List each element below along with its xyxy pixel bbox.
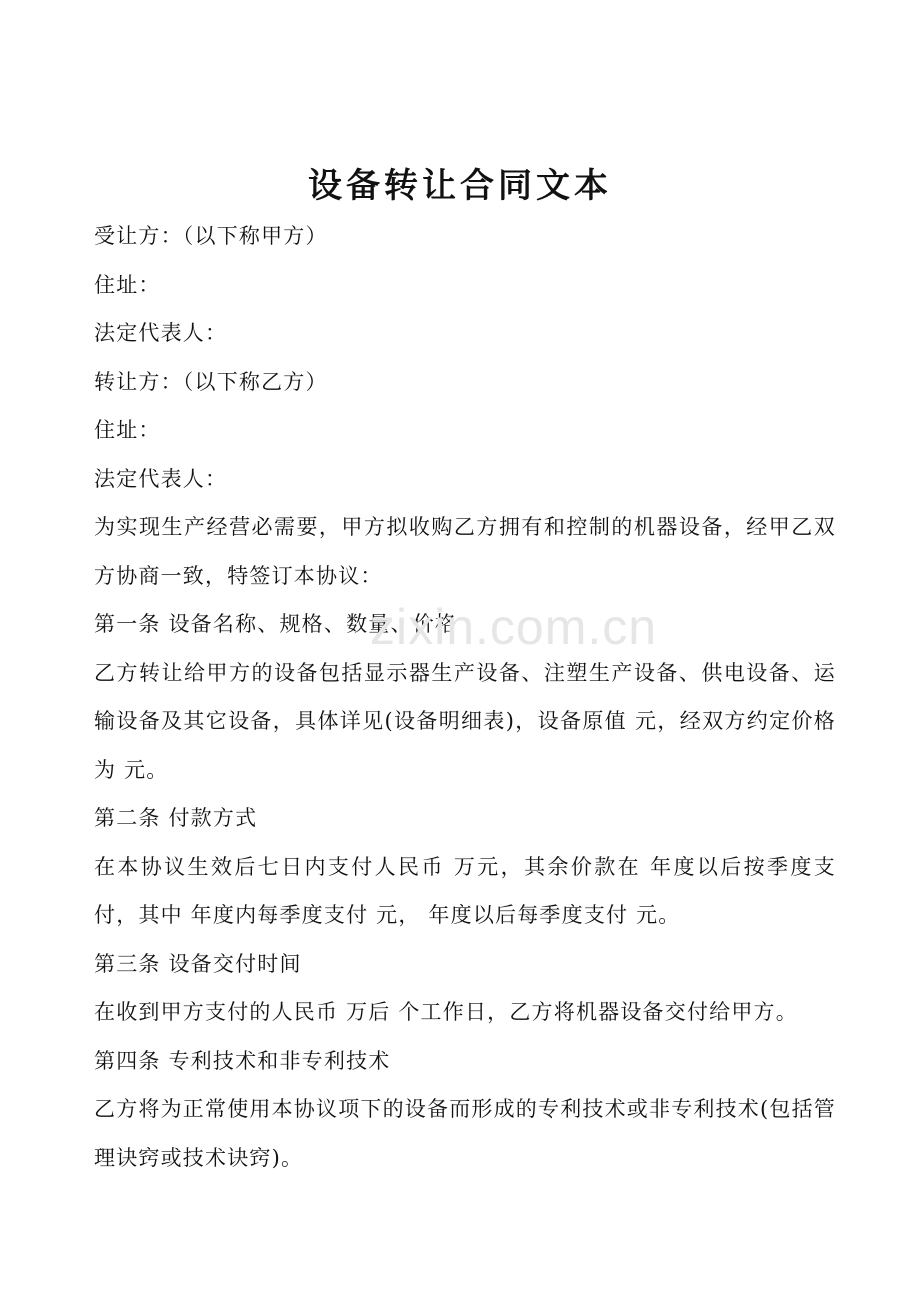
article-1-heading: 第一条 设备名称、规格、数量、价格: [94, 612, 458, 636]
transferor-address-line: 住址：: [94, 418, 161, 442]
transferor-line: 转让方：（以下称乙方）: [94, 369, 328, 394]
document-title: 设备转让合同文本: [308, 166, 612, 206]
document-body: [94, 212, 836, 1182]
article-2-body: 在本协议生效后七日内支付人民币 万元，其余价款在 年度以后按季度支付，其中 年度内每季度支付 元， 年度以后每季度支付 元。: [94, 854, 836, 927]
watermark: zixin.com.cn: [370, 599, 658, 655]
transferee-representative-line: 法定代表人：: [94, 321, 228, 345]
article-3-body: 在收到甲方支付的人民币 万后 个工作日，乙方将机器设备交付给甲方。: [94, 1000, 798, 1024]
transferee-line: 受让方：（以下称甲方）: [94, 224, 328, 248]
intro-paragraph: 为实现生产经营必需要，甲方拟收购乙方拥有和控制的机器设备，经甲乙双方协商一致，特签订本协议：: [94, 515, 836, 588]
article-4-heading: 第四条 专利技术和非专利技术: [94, 1048, 391, 1073]
article-3-heading: 第三条 设备交付时间: [94, 951, 302, 976]
article-1-body: 乙方转让给甲方的设备包括显示器生产设备、注塑生产设备、供电设备、运输设备及其它设备，具体详见(设备明细表)，设备原值 元，经双方约定价格为 元。: [94, 660, 836, 782]
article-2-heading: 第二条 付款方式: [94, 806, 258, 830]
transferor-representative-line: 法定代表人：: [94, 466, 228, 491]
transferee-address-line: 住址：: [94, 272, 161, 297]
article-4-body: 乙方将为正常使用本协议项下的设备而形成的专利技术或非专利技术(包括管理诀窍或技术诀窍)。: [94, 1097, 836, 1170]
